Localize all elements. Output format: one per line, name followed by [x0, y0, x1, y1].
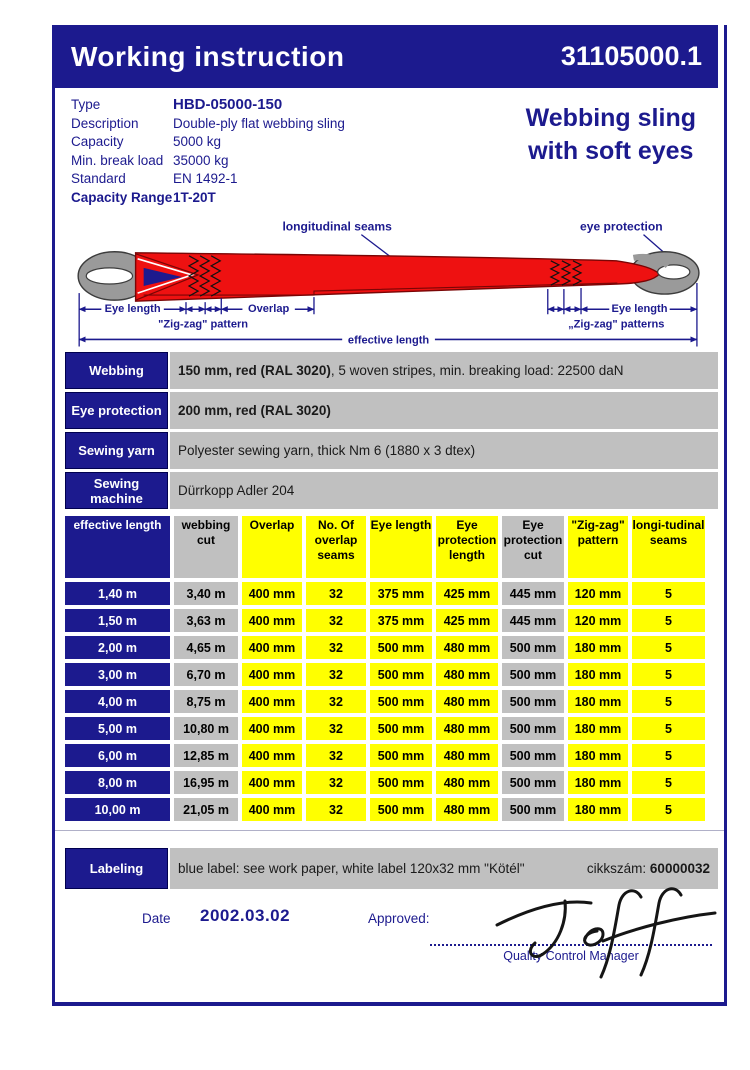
document-frame [52, 25, 727, 1006]
table-cell: 480 mm [436, 690, 498, 713]
table-cell: 32 [306, 744, 366, 767]
item-number-label: cikkszám: [586, 861, 647, 876]
column-header: webbing cut [174, 516, 238, 578]
table-cell: 180 mm [568, 663, 628, 686]
approval-section [55, 905, 724, 985]
table-cell: 5 [632, 744, 705, 767]
spec-row-label: Sewing yarn [65, 432, 168, 469]
labeling-label: Labeling [65, 848, 168, 889]
info-row-label: Capacity [71, 134, 124, 149]
table-row [65, 771, 705, 794]
spec-row-label: Sewing machine [65, 472, 168, 509]
table-header [65, 516, 705, 578]
table-cell: 375 mm [370, 582, 432, 605]
spec-value-bold: 200 mm, red (RAL 3020) [178, 403, 331, 418]
table-cell: 500 mm [502, 744, 564, 767]
label-eye-protection: eye protection [580, 219, 663, 234]
spec-value-text: Polyester sewing yarn, thick Nm 6 (1880 x 3 dtex) [178, 443, 476, 458]
table-cell: 400 mm [242, 798, 302, 821]
table-cell: 10,80 m [174, 717, 238, 740]
table-cell: 400 mm [242, 609, 302, 632]
spec-row [65, 472, 718, 509]
table-cell: 32 [306, 582, 366, 605]
info-row-label: Capacity Range [71, 189, 173, 205]
sling-diagram [57, 212, 724, 352]
table-cell: 3,63 m [174, 609, 238, 632]
table-cell: 480 mm [436, 771, 498, 794]
left-eye-slot [86, 268, 132, 284]
table-cell: 180 mm [568, 690, 628, 713]
table-cell: 180 mm [568, 636, 628, 659]
spec-value-text: , 5 woven stripes, min. breaking load: 22500 daN [330, 363, 624, 378]
date-value: 2002.03.02 [200, 906, 291, 925]
table-cell: 32 [306, 636, 366, 659]
label-zigzag-right: „Zig-zag" patterns [568, 318, 665, 331]
info-row-label: Min. break load [71, 152, 164, 168]
column-header: Eye protection cut [502, 516, 564, 578]
table-cell: 400 mm [242, 663, 302, 686]
table-cell: 2,00 m [65, 636, 170, 659]
table-cell: 375 mm [370, 609, 432, 632]
table-cell: 32 [306, 717, 366, 740]
column-header: longi-tudinal seams [632, 516, 705, 578]
table-cell: 5 [632, 609, 705, 632]
table-row [65, 690, 705, 713]
column-header: effective length [65, 516, 170, 578]
spec-row [65, 352, 718, 389]
spec-row-value [170, 392, 718, 429]
table-cell: 400 mm [242, 690, 302, 713]
table-cell: 425 mm [436, 609, 498, 632]
label-eye-length-left: Eye length [104, 303, 161, 316]
info-row-value: 5000 kg [173, 134, 222, 149]
product-title-line1: Webbing sling [525, 104, 696, 132]
table-cell: 5 [632, 798, 705, 821]
signer-title: Quality Control Manager [503, 949, 639, 963]
document-number: 31105000.1 [560, 41, 702, 71]
table-cell: 480 mm [436, 717, 498, 740]
column-header: "Zig-zag" pattern [568, 516, 628, 578]
table-cell: 500 mm [502, 717, 564, 740]
table-cell: 3,00 m [65, 663, 170, 686]
signature [483, 881, 728, 985]
spec-row [65, 392, 718, 429]
table-cell: 32 [306, 798, 366, 821]
table-cell: 10,00 m [65, 798, 170, 821]
table-header-row [65, 516, 705, 578]
document-header [55, 25, 718, 88]
column-header: Eye protection length [436, 516, 498, 578]
table-cell: 120 mm [568, 582, 628, 605]
column-header: Overlap [242, 516, 302, 578]
table-cell: 21,05 m [174, 798, 238, 821]
table-row [65, 663, 705, 686]
table-cell: 16,95 m [174, 771, 238, 794]
product-title [526, 102, 696, 168]
label-eye-length-right: Eye length [611, 303, 668, 316]
table-cell: 500 mm [502, 636, 564, 659]
product-title-line2: with soft eyes [528, 137, 694, 165]
table-cell: 180 mm [568, 744, 628, 767]
table-cell: 32 [306, 771, 366, 794]
right-eye-slot [658, 265, 690, 279]
table-cell: 480 mm [436, 636, 498, 659]
table-cell: 180 mm [568, 771, 628, 794]
table-cell: 400 mm [242, 744, 302, 767]
table-row [65, 609, 705, 632]
table-cell: 5 [632, 663, 705, 686]
table-cell: 4,65 m [174, 636, 238, 659]
label-longitudinal-seams: longitudinal seams [282, 219, 392, 234]
info-row-label: Description [71, 115, 139, 131]
table-cell: 500 mm [370, 771, 432, 794]
table-cell: 1,40 m [65, 582, 170, 605]
table-row [65, 798, 705, 821]
table-cell: 425 mm [436, 582, 498, 605]
info-row [71, 189, 724, 208]
info-row [71, 170, 724, 189]
spec-value-bold: 150 mm, red (RAL 3020) [178, 363, 331, 378]
table-cell: 1,50 m [65, 609, 170, 632]
table-cell: 32 [306, 609, 366, 632]
spec-rows [55, 352, 724, 509]
page-title: Working instruction [71, 40, 345, 72]
table-cell: 500 mm [370, 717, 432, 740]
table-cell: 400 mm [242, 717, 302, 740]
dimensions-table [61, 512, 709, 825]
table-cell: 5 [632, 717, 705, 740]
info-row-label: Standard [71, 171, 126, 186]
item-number [587, 861, 710, 876]
table-cell: 32 [306, 663, 366, 686]
table-cell: 445 mm [502, 609, 564, 632]
label-effective-length: effective length [347, 334, 430, 347]
table-cell: 500 mm [502, 771, 564, 794]
table-cell: 5 [632, 690, 705, 713]
labeling-text: blue label: see work paper, white label 120x32 mm "Kötél" [178, 861, 525, 876]
spec-row-label: Webbing [65, 352, 168, 389]
table-cell: 500 mm [370, 663, 432, 686]
info-row-value: EN 1492-1 [173, 171, 238, 186]
info-row-value: Double-ply flat webbing sling [173, 115, 345, 131]
table-body [65, 582, 705, 821]
spec-row-value [170, 432, 718, 469]
table-row [65, 636, 705, 659]
column-header: No. Of overlap seams [306, 516, 366, 578]
table-cell: 500 mm [502, 690, 564, 713]
table-cell: 120 mm [568, 609, 628, 632]
table-row [65, 744, 705, 767]
table-cell: 3,40 m [174, 582, 238, 605]
spec-row [65, 432, 718, 469]
table-cell: 5,00 m [65, 717, 170, 740]
table-cell: 400 mm [242, 771, 302, 794]
table-cell: 6,70 m [174, 663, 238, 686]
spec-row-value [170, 472, 718, 509]
table-cell: 480 mm [436, 663, 498, 686]
column-header: Eye length [370, 516, 432, 578]
table-row [65, 717, 705, 740]
table-cell: 445 mm [502, 582, 564, 605]
label-zigzag-left: "Zig-zag" pattern [158, 318, 249, 331]
table-cell: 5 [632, 582, 705, 605]
item-number-value: 60000032 [649, 861, 710, 876]
table-cell: 480 mm [436, 798, 498, 821]
table-cell: 5 [632, 771, 705, 794]
table-cell: 500 mm [370, 636, 432, 659]
table-row [65, 582, 705, 605]
table-cell: 6,00 m [65, 744, 170, 767]
table-cell: 500 mm [370, 798, 432, 821]
table-cell: 480 mm [436, 744, 498, 767]
spec-row-value [170, 352, 718, 389]
table-cell: 500 mm [502, 663, 564, 686]
table-cell: 400 mm [242, 636, 302, 659]
spec-value-text: Dürrkopp Adler 204 [178, 483, 295, 498]
table-cell: 8,75 m [174, 690, 238, 713]
approved-label: Approved: [368, 911, 430, 926]
section-divider [55, 830, 724, 831]
table-cell: 8,00 m [65, 771, 170, 794]
table-cell: 5 [632, 636, 705, 659]
table-cell: 500 mm [370, 744, 432, 767]
table-cell: 400 mm [242, 582, 302, 605]
table-cell: 12,85 m [174, 744, 238, 767]
table-cell: 500 mm [370, 690, 432, 713]
table-cell: 180 mm [568, 717, 628, 740]
table-cell: 500 mm [502, 798, 564, 821]
table-cell: 180 mm [568, 798, 628, 821]
info-row-value: 1T-20T [173, 189, 216, 205]
signature-svg [483, 881, 728, 985]
table-cell: 4,00 m [65, 690, 170, 713]
sling-diagram-svg [57, 212, 707, 352]
table-cell: 32 [306, 690, 366, 713]
info-section [71, 96, 724, 208]
info-row-value: HBD-05000-150 [173, 96, 283, 113]
info-row-label: Type [71, 97, 101, 112]
spec-row-label: Eye protection [65, 392, 168, 429]
info-row-value: 35000 kg [173, 152, 229, 168]
date-label: Date [142, 911, 171, 926]
label-overlap: Overlap [247, 303, 290, 316]
